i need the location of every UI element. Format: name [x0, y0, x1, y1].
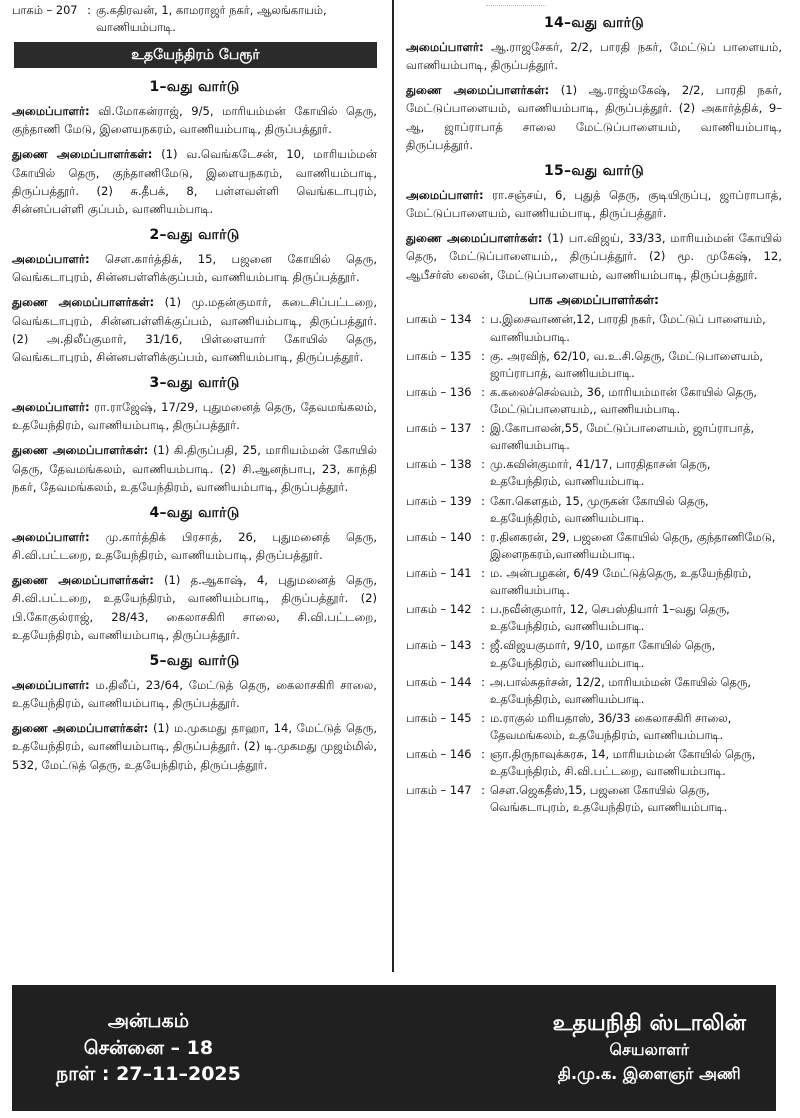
- ward-deputies: [406, 229, 782, 284]
- organizer-label: அமைப்பாளர்:: [12, 677, 90, 692]
- organizer-text: ம.திலீப், 23/64, மேட்டுத் தெரு, கைலாசகிரி சாலை, உதயேந்திரம், வாணியம்பாடி, திருப்பத்தூர்.: [12, 677, 377, 711]
- part-entry: [406, 348, 782, 382]
- organizer-text: ரா.சஞ்சய், 6, புதுத் தெரு, குடியிருப்பு, ஜாப்ராபாத், மேட்டுப்பாளையம், வாணியம்பாடி, திருப்பத்தூர்.: [406, 187, 783, 221]
- deputy-label: துணை அமைப்பாளர்கள்:: [406, 231, 543, 246]
- part-colon: :: [481, 638, 485, 653]
- ward-heading: 3–வது வார்டு: [149, 375, 240, 392]
- organizer-text: வி.மோகன்ராஜ், 9/5, மாரியம்மன் கோயில் தெரு, குந்தாணி மேடு, இளையநகரம், வாணியம்பாடி, திருப்பத்தூர்.: [12, 104, 377, 137]
- ward-heading: 15–வது வார்டு: [543, 163, 645, 179]
- part-label: பாகம் – 146: [406, 747, 472, 762]
- part-entry: [406, 493, 782, 527]
- ward-deputies: [12, 441, 377, 496]
- deputy-text: (1) த.ஆகாஷ், 4, புதுமனைத் தெரு, சி.வி.பட்டறை, உதயேந்திரம், வாணியம்பாடி, திருப்பத்தூர். (2) பி.கோகுல்ராஜ், 28/43, கைலாசகிரி சாலை, சி.வி.பட்டறை, உதயேந்திரம், வாணியம்பாடி, திருப்பத்தூர்.: [12, 573, 378, 642]
- part-text: ம. அன்பழகன், 6/49 மேட்டுத்தெரு, உதயேந்திரம், வாணியம்பாடி.: [490, 565, 752, 598]
- part-colon: :: [481, 348, 485, 363]
- deputy-label: துணை அமைப்பாளர்கள்:: [12, 147, 153, 162]
- part-colon: :: [87, 3, 91, 17]
- signatory-name: உதயநிதி ஸ்டாலின்: [552, 1010, 746, 1036]
- ward-heading: 2–வது வார்டு: [149, 227, 240, 244]
- part-colon: :: [481, 421, 485, 436]
- part-colon: :: [481, 747, 485, 762]
- organizer-text: ரா.ராஜேஷ், 17/29, புதுமனைத் தெரு, தேவமங்கலம், உதயேந்திரம், வாணியம்பாடி, திருப்பத்தூர்.: [12, 400, 377, 433]
- deputy-label: துணை அமைப்பாளர்கள்:: [12, 721, 149, 736]
- left-column: [0, 0, 391, 781]
- part-entry: [406, 565, 782, 599]
- ward-heading: 1–வது வார்டு: [149, 79, 240, 96]
- part-colon: :: [481, 529, 485, 544]
- organizer-text: ஆ.ராஜசேகர், 2/2, பாரதி நகர், மேட்டுப் பாளையம், வாணியம்பாடி, திருப்பத்தூர்.: [406, 39, 782, 73]
- part-text: ம.ராகுல் மரியதாஸ், 36/33 கைலாசகிரி சாலை, தேவமங்கலம், உதயேந்திரம், வாணியம்பாடி.: [490, 710, 732, 742]
- footer-signature-block: [12, 985, 776, 1111]
- ward-deputies: [12, 293, 377, 366]
- ward-heading: 14–வது வார்டு: [543, 15, 645, 31]
- column-divider: [392, 0, 394, 972]
- signatory-org: தி.மு.க. இளைஞர் அணி: [557, 1064, 741, 1084]
- part-label: பாகம் – 140: [406, 529, 472, 544]
- part-entry: [406, 601, 782, 635]
- part-label: பாகம் – 138: [406, 457, 472, 472]
- part-label: பாகம் – 145: [406, 710, 472, 725]
- ward-heading: 5–வது வார்டு: [149, 653, 240, 670]
- footer-address: [56, 1008, 241, 1089]
- signatory-role: செயலாளர்: [609, 1040, 690, 1060]
- part-label: பாகம் – 139: [406, 493, 472, 508]
- ward-deputies: [12, 571, 377, 644]
- footer-signatory: [553, 1010, 746, 1087]
- part-entry: [406, 746, 782, 780]
- part-text: கு.கதிரவன், 1, காமராஜர் நகர், ஆலங்காயம், வாணியம்பாடி.: [96, 3, 327, 35]
- part-text: கு. அரவிந், 62/10, வ.உ.சி.தெரு, மேட்டுபாளையம், ஜாப்ராபாத், வாணியம்பாடி.: [490, 348, 764, 380]
- part-label: பாகம் – 135: [406, 348, 472, 363]
- part-label: பாகம் – 137: [406, 421, 472, 436]
- organizer-text: சௌ.கார்த்திக், 15, பஜனை கோயில் தெரு, வெங்கடாபுரம், சின்னபள்ளிக்குப்பம், வாணியம்பாடி திருப்பத்தூர்.: [12, 252, 378, 285]
- deputy-text: (1) பா.விஜய், 33/33, மாரியம்மன் கோயில் தெரு, மேட்டுப்பாளையம்,, திருப்பத்தூர். (2) மூ. முகேஷ், 12, ஆபீசர்ஸ் லைன், மேட்டுப்பாளையம், வாணியம்பாடி, திருப்பத்தூர்.: [406, 231, 783, 282]
- organizer-text: மு.கார்த்திக் பிரசாத், 26, புதுமனைத் தெரு, சி.வி.பட்டறை, உதயேந்திரம், வாணியம்பாடி, திருப்பத்தூர்.: [12, 529, 377, 563]
- part-entry: [406, 782, 782, 816]
- deputy-label: துணை அமைப்பாளர்கள்:: [12, 573, 154, 588]
- part-entry: [406, 674, 782, 708]
- ward-organizer: [12, 398, 377, 434]
- part-text: சௌ.ஜெகதீஸ்,15, பஜனை கோயில் தெரு, வெங்கடாபுரம், உதயேந்திரம், வாணியம்பாடி.: [490, 783, 728, 815]
- part-text: ஞா.திருநாவுக்கரசு, 14, மாரியம்மன் கோயில் தெரு, உதயேந்திரம், சி.வி.பட்டறை, வாணியம்பாடி.: [490, 747, 756, 779]
- part-entry: [406, 311, 782, 345]
- ward-organizer: [406, 38, 782, 74]
- part-organizers-heading: பாக அமைப்பாளர்கள்:: [528, 291, 660, 307]
- ward-heading: 4–வது வார்டு: [149, 505, 240, 522]
- ward-deputies: [12, 145, 377, 218]
- ward-organizer: [406, 186, 782, 222]
- part-colon: :: [481, 602, 485, 617]
- section-banner: உதயேந்திரம் பேரூர்: [14, 42, 377, 68]
- part-entry-207: [12, 2, 377, 36]
- part-label: பாகம் – 141: [406, 565, 472, 580]
- ward-deputies: [406, 81, 782, 154]
- part-entry: [406, 529, 782, 563]
- part-colon: :: [481, 457, 485, 472]
- deputy-label: துணை அமைப்பாளர்கள்:: [406, 83, 550, 98]
- part-colon: :: [481, 783, 485, 798]
- part-text: ஜீ.விஜயகுமார், 9/10, மாதா கோயில் தெரு, உதயேந்திரம், வாணியம்பாடி.: [490, 638, 716, 670]
- part-label: பாகம் – 144: [406, 674, 472, 689]
- part-label: பாகம் – 143: [406, 638, 472, 653]
- part-label: பாகம் – 207: [12, 3, 78, 17]
- part-colon: :: [481, 493, 485, 508]
- part-label: பாகம் – 147: [406, 783, 472, 798]
- part-entry: [406, 456, 782, 490]
- part-text: இ.கோபாலன்,55, மேட்டுப்பாளையம், ஜாப்ராபாத், வாணியம்பாடி.: [490, 421, 755, 453]
- part-colon: :: [481, 674, 485, 689]
- part-label: பாகம் – 142: [406, 602, 472, 617]
- part-text: மு.கவின்குமார், 41/17, பாரதிதாசன் தெரு, உதயேந்திரம், வாணியம்பாடி.: [490, 457, 711, 489]
- part-label: பாகம் – 136: [406, 384, 472, 399]
- part-text: க.கலைச்செல்வம், 36, மாரியம்மான் கோயில் தெரு, மேட்டுப்பாளையம்,, வாணியம்பாடி.: [490, 384, 757, 416]
- ward-organizer: [12, 102, 377, 138]
- ward-organizer: [12, 250, 377, 286]
- deputy-text: (1) ஆ.ராஜ்மகேஷ், 2/2, பாரதி நகர், மேட்டுப்பாளையம், வாணியம்பாடி, திருப்பத்தூர். (2) அகார்த்திக், 9–ஆ, ஜாப்ராபாத் சாலை மேட்டுப்பாளையம், வாணியம்பாடி, திருப்பத்தூர்.: [406, 83, 783, 152]
- cut-text-fragment: [486, 0, 546, 6]
- part-text: கோ.கௌதம், 15, முருகன் கோயில் தெரு, உதயேந்திரம், வாணியம்பாடி.: [490, 493, 709, 525]
- organizer-label: அமைப்பாளர்:: [12, 529, 90, 544]
- part-label: பாகம் – 134: [406, 312, 472, 327]
- organizer-label: அமைப்பாளர்:: [406, 39, 484, 54]
- part-colon: :: [481, 312, 485, 327]
- part-entry: [406, 420, 782, 454]
- part-colon: :: [481, 710, 485, 725]
- deputy-text: (1) ம.முகமது தாஹா, 14, மேட்டுத் தெரு, உதயேந்திரம், வாணியம்பாடி, திருப்பத்தூர். (2) டி.முகமது முஜம்மில், 532, மேட்டுத் தெரு, உதயேந்திரம், திருப்பத்தூர்.: [12, 721, 378, 772]
- footer-city: சென்னை – 18: [83, 1036, 214, 1059]
- part-entry: [406, 384, 782, 418]
- deputy-text: (1) கி.திருப்பதி, 25, மாரியம்மன் கோயில் தெரு, தேவமங்கலம், வாணியம்பாடி. (2) சி.ஆனந்பாபு, 23, காந்தி நகர், தேவமங்கலம், உதயேந்திரம், வாணியம்பாடி, திருப்பத்தூர்.: [12, 443, 377, 494]
- part-entry: [406, 710, 782, 744]
- organizer-label: அமைப்பாளர்:: [12, 104, 90, 119]
- part-colon: :: [481, 565, 485, 580]
- part-colon: :: [481, 384, 485, 399]
- right-column: [398, 0, 800, 816]
- part-text: ப.இசைவாணன்,12, பாரதி நகர், மேட்டுப் பாளையம், வாணியம்பாடி.: [490, 312, 766, 344]
- ward-organizer: [12, 676, 377, 712]
- deputy-text: (1) மு.மதன்குமார், கடைசிப்பட்டறை, வெங்கடாபுரம், சின்னபள்ளிக்குப்பம், வாணியம்பாடி, திருப்பத்தூர். (2) அ.திலீப்குமார், 31/16, பிள்ளையார் கோயில் தெரு, வெங்கடாபுரம், சின்னபள்ளிக்குப்பம், வாணியம்பாடி, திருப்பத்தூர்.: [12, 295, 378, 365]
- footer-office: அன்பகம்: [107, 1009, 189, 1032]
- organizer-label: அமைப்பாளர்:: [406, 187, 484, 202]
- organizer-label: அமைப்பாளர்:: [12, 400, 90, 415]
- ward-organizer: [12, 528, 377, 564]
- deputy-label: துணை அமைப்பாளர்கள்:: [12, 295, 155, 310]
- part-text: ப.நவீன்குமார், 12, செபஸ்தியார் 1–வது தெரு, உதயேந்திரம், வாணியம்பாடி.: [490, 602, 730, 634]
- ward-deputies: [12, 719, 377, 774]
- footer-date: நாள் : 27–11–2025: [56, 1063, 241, 1086]
- deputy-label: துணை அமைப்பாளர்கள்:: [12, 443, 149, 458]
- part-entry: [406, 637, 782, 671]
- part-text: ர.தினகரன், 29, பஜனை கோயில் தெரு, குந்தாணிமேடு, இளைநகரம்,வாணியம்பாடி.: [490, 529, 776, 561]
- part-text: அ.பால்சுதர்சன், 12/2, மாரியம்மன் கோயில் தெரு, உதயேந்திரம், வாணியம்பாடி.: [490, 674, 752, 706]
- deputy-text: (1) வ.வெங்கடேசன், 10, மாரியம்மன் கோயில் தெரு, குந்தாணிமேடு, இளையநகரம், வாணியம்பாடி, திருப்பத்தூர். (2) சு.தீபக், 8, பள்ளவள்ளி வெங்கடாபுரம், சின்னப்பள்ளி குப்பம், வாணியம்பாடி.: [12, 147, 378, 217]
- organizer-label: அமைப்பாளர்:: [12, 252, 90, 267]
